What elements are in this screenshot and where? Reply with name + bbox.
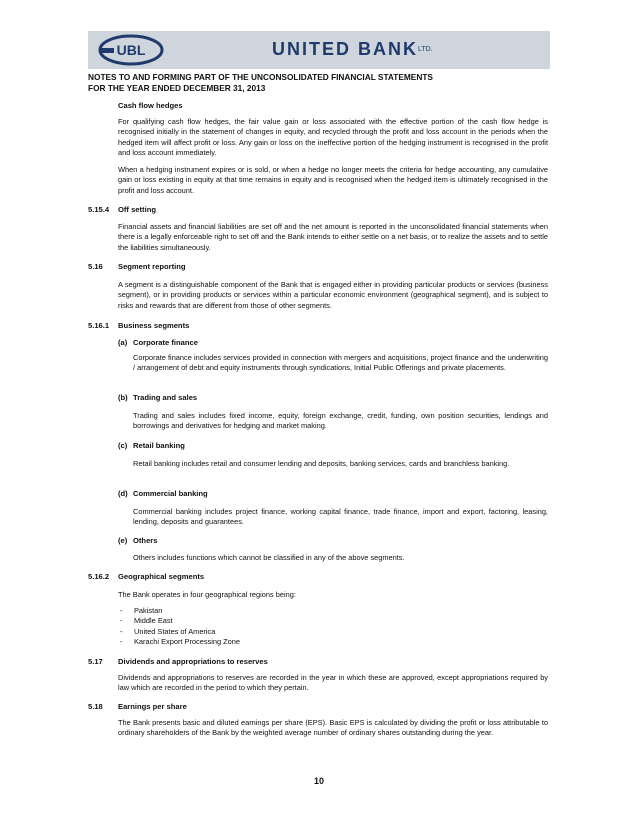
period-title: FOR THE YEAR ENDED DECEMBER 31, 2013	[88, 83, 266, 93]
dividends-text: Dividends and appropriations to reserves are recorded in the year in which these are approved, except appropriations required by law which are recorded in the period to which they pertain.	[118, 673, 548, 693]
region-name: Karachi Export Processing Zone	[134, 637, 240, 647]
list-item	[120, 627, 240, 637]
list-bullet: -	[120, 637, 123, 647]
subsection-label: (c)	[118, 441, 128, 450]
eps-text: The Bank presents basic and diluted earnings per share (EPS). Basic EPS is calculated by dividing the profit or loss attributable to ordinary shareholders of the Bank by the weighted average number of ordinary shares outstanding during the year.	[118, 718, 548, 738]
section-number: 5.15.4	[88, 205, 110, 214]
commercial-banking-title: Commercial banking	[133, 489, 208, 498]
section-number: 5.16	[88, 262, 103, 271]
logo-text: UBL	[116, 42, 146, 58]
section-number: 5.18	[88, 702, 103, 711]
section-number: 5.16.2	[88, 572, 110, 581]
commercial-banking-text: Commercial banking includes project finance, working capital finance, trade finance, import and export, factoring, leasing, lending, deposits and guarantees.	[133, 507, 548, 527]
business-segments-title: Business segments	[118, 321, 190, 330]
list-item	[120, 637, 240, 647]
cash-flow-hedges-para1: For qualifying cash flow hedges, the fair value gain or loss associated with the effective portion of the cash flow hedge is recognised initially in the statement of changes in equity, and recycled through the profit and loss account in the periods when the hedged item will affect profit or loss. Any gain or loss on the ineffective portion of the hedging instrument is recognised in the profit and loss account immediately.	[118, 117, 548, 158]
region-name: Middle East	[134, 616, 173, 626]
cash-flow-hedges-para2: When a hedging instrument expires or is sold, or when a hedge no longer meets the criteria for hedge accounting, any cumulative gain or loss existing in equity at that time remains in equity and is recognised when the hedged item is ultimately recognised in the profit and loss account.	[118, 165, 548, 195]
notes-title: NOTES TO AND FORMING PART OF THE UNCONSOLIDATED FINANCIAL STATEMENTS	[88, 72, 433, 82]
segment-reporting-text: A segment is a distinguishable component of the Bank that is engaged either in providing particular products or services (business segment), or in providing products or services within a particular economic environment (geographical segment), and is subject to risks and rewards that are different from those of other segments.	[118, 280, 548, 310]
ubl-logo-icon	[98, 34, 164, 66]
others-title: Others	[133, 536, 158, 545]
list-item	[120, 606, 240, 616]
off-setting-text: Financial assets and financial liabilities are set off and the net amount is reported in the unconsolidated financial statements when there is a legally enforceable right to set off and the Bank intends to either settle on a net basis, or to realize the assets and to settle the liabilities simultaneously.	[118, 222, 548, 252]
bank-suffix: LTD.	[418, 46, 433, 53]
list-bullet: -	[120, 626, 123, 636]
section-number: 5.16.1	[88, 321, 110, 330]
subsection-label: (a)	[118, 338, 128, 347]
off-setting-title: Off setting	[118, 205, 156, 214]
region-name: Pakistan	[134, 606, 163, 615]
cash-flow-hedges-title: Cash flow hedges	[118, 101, 183, 110]
dividends-title: Dividends and appropriations to reserves	[118, 657, 268, 666]
retail-banking-text: Retail banking includes retail and consumer lending and deposits, banking services, cards and branchless banking.	[133, 459, 510, 468]
others-text: Others includes functions which cannot be classified in any of the above segments.	[133, 553, 405, 562]
bank-header-banner	[88, 31, 550, 69]
eps-title: Earnings per share	[118, 702, 187, 711]
list-bullet: -	[120, 616, 123, 626]
list-item	[120, 616, 240, 626]
region-list	[120, 606, 240, 648]
retail-banking-title: Retail banking	[133, 441, 185, 450]
list-bullet: -	[120, 606, 123, 615]
section-number: 5.17	[88, 657, 103, 666]
geographical-intro: The Bank operates in four geographical regions being:	[118, 590, 296, 599]
page-number: 10	[313, 776, 324, 786]
geographical-segments-title: Geographical segments	[118, 572, 205, 581]
subsection-label: (d)	[118, 489, 128, 498]
trading-sales-text: Trading and sales includes fixed income, equity, foreign exchange, credit, funding, own position securities, lendings and borrowings and derivatives for hedging and market making.	[133, 411, 548, 431]
subsection-label: (e)	[118, 536, 128, 545]
corporate-finance-title: Corporate finance	[133, 338, 198, 347]
subsection-label: (b)	[118, 393, 128, 402]
segment-reporting-title: Segment reporting	[118, 262, 186, 271]
corporate-finance-text: Corporate finance includes services provided in connection with mergers and acquisitions, project finance and the underwriting / arrangement of debt and equity instruments through syndications, Initial Public Offerings and private placements.	[133, 353, 548, 373]
region-name: United States of America	[134, 626, 216, 636]
bank-name: UNITED BANK	[272, 39, 418, 59]
trading-sales-title: Trading and sales	[133, 393, 198, 402]
